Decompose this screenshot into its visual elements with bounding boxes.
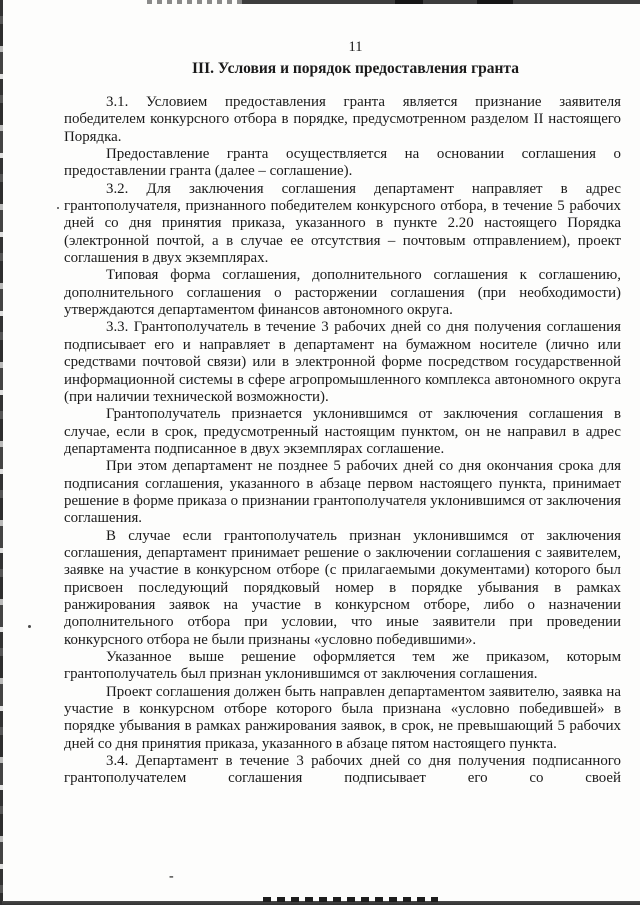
paragraph: Проект соглашения должен быть направлен департаментом заявителю, заявка на участие в конкурсном отборе которого была признана «условно победившей» в порядке убывания в рамках ранжирования заявок, в срок, не превышающий 5 рабочих дней со дня принятия приказа, указанного в абзаце пятом настоящего пункта. — [64, 683, 621, 752]
paragraph: Типовая форма соглашения, дополнительного соглашения к соглашению, дополнительного соглашения о расторжении соглашения (при необходимости) утверждаются департаментом финансов автономного округа. — [64, 267, 621, 319]
scan-artifact-top-edge — [147, 0, 640, 4]
scan-artifact-bottom-ticks — [263, 897, 438, 902]
paragraph: 3.2. Для заключения соглашения департамент направляет в адрес грантополучателя, признанного победителем конкурсного отбора, в течение 5 рабочих дней со дня принятия приказа, указанного в пункте 2.20 настоящего Порядка (электронной почтой, а в случае ее отсутствия – почтовым отправлением), проект соглашения в двух экземплярах. — [64, 180, 621, 267]
scan-speck — [28, 625, 31, 628]
document-body — [64, 94, 621, 788]
paragraph: Грантополучатель признается уклонившимся от заключения соглашения в случае, если в срок, предусмотренный настоящим пунктом, он не направил в адрес департамента подписанное в двух экземплярах соглашение. — [64, 406, 621, 457]
stray-mark: - — [169, 869, 173, 884]
page-number: 11 — [348, 39, 363, 55]
scan-artifact-left-edge — [0, 0, 3, 905]
paragraph: Указанное выше решение оформляется тем же приказом, которым грантополучатель был признан уклонившимся от заключения соглашения. — [64, 649, 621, 683]
paragraph: 3.3. Грантополучатель в течение 3 рабочих дней со дня получения соглашения подписывает его и направляет в департамент на бумажном носителе (лично или средствами почтовой связи) или в электронной форме посредством государственной информационной системы в сфере агропромышленного комплекса автономного округа (при наличии технической возможности). — [64, 319, 621, 405]
scan-speck — [57, 207, 59, 209]
paragraph: В случае если грантополучатель признан уклонившимся от заключения соглашения, департамент принимает решение о заключении соглашения с заявителем, заявке на участие в конкурсном отборе (с прилагаемыми документами) которого был присвоен последующий порядковый номер в порядке убывания в рамках ранжирования заявок на участие в конкурсном отборе, либо о назначении дополнительного отбора при условии, что иные заявители при проведении конкурсного отбора не были признаны «условно победившими». — [64, 527, 621, 648]
section-heading: III. Условия и порядок предоставления гранта — [192, 60, 519, 77]
paragraph: 3.1. Условием предоставления гранта является признание заявителя победителем конкурсного отбора в порядке, предусмотренном разделом II настоящего Порядка. — [64, 94, 621, 145]
paragraph: Предоставление гранта осуществляется на основании соглашения о предоставлении гранта (далее – соглашение). — [64, 146, 621, 180]
paragraph: 3.4. Департамент в течение 3 рабочих дней со дня получения подписанного грантополучателем соглашения подписывает его со своей — [64, 753, 621, 787]
paragraph: При этом департамент не позднее 5 рабочих дней со дня окончания срока для подписания соглашения, указанного в абзаце первом настоящего пункта, принимает решение в форме приказа о признании грантополучателя уклонившимся от заключения соглашения. — [64, 458, 621, 527]
